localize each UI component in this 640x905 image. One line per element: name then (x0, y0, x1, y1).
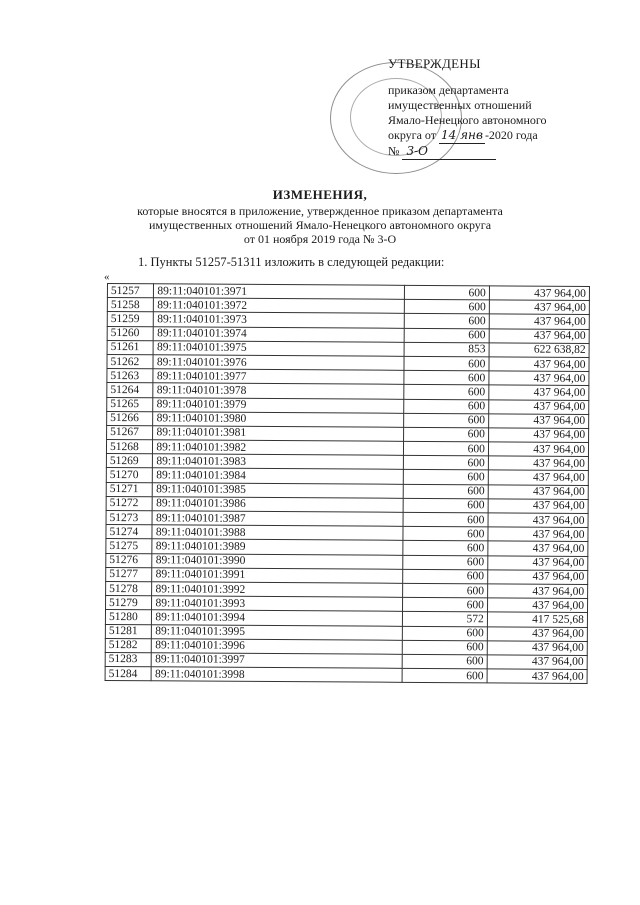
cadastral-number-cell: 89:11:040101:3992 (152, 582, 403, 598)
row-number-cell: 51265 (107, 397, 154, 411)
cadastral-number-cell: 89:11:040101:3983 (153, 454, 404, 470)
cadastral-value-cell: 437 964,00 (488, 470, 588, 485)
cadastral-value-cell: 437 964,00 (489, 371, 589, 386)
row-number-cell: 51258 (107, 298, 154, 312)
cadastral-value-cell: 437 964,00 (488, 442, 588, 457)
cadastral-value-cell: 437 964,00 (489, 399, 589, 414)
cadastral-value-cell: 437 964,00 (487, 655, 587, 670)
row-number-cell: 51261 (107, 340, 154, 354)
document-subtitle (90, 204, 550, 246)
approval-line-2: имущественных отношений (388, 98, 532, 112)
approval-date-prefix: округа от (388, 128, 437, 142)
area-cell: 600 (405, 285, 490, 300)
row-number-cell: 51276 (106, 553, 153, 567)
cadastral-value-cell: 437 964,00 (488, 570, 588, 585)
cadastral-number-cell: 89:11:040101:3993 (152, 596, 403, 612)
cadastral-number-cell: 89:11:040101:3997 (152, 653, 403, 669)
cadastral-value-cell: 437 964,00 (488, 527, 588, 542)
area-cell: 600 (402, 654, 487, 669)
cadastral-number-cell: 89:11:040101:3973 (154, 312, 405, 328)
cadastral-value-cell: 437 964,00 (488, 499, 588, 514)
area-cell: 600 (403, 484, 488, 499)
area-cell: 600 (404, 356, 489, 371)
row-number-cell: 51282 (105, 638, 152, 652)
row-number-cell: 51281 (105, 624, 152, 638)
cadastral-value-cell: 622 638,82 (489, 343, 589, 358)
approval-line-1: приказом департамента (388, 83, 509, 97)
area-cell: 853 (404, 342, 489, 357)
cadastral-value-cell: 437 964,00 (487, 641, 587, 656)
cadastral-value-cell: 437 964,00 (487, 584, 587, 599)
area-cell: 600 (404, 370, 489, 385)
row-number-cell: 51257 (107, 284, 154, 298)
cadastral-value-cell: 437 964,00 (488, 428, 588, 443)
document-title: ИЗМЕНЕНИЯ, (272, 187, 368, 202)
area-cell: 600 (403, 541, 488, 556)
row-number-cell: 51275 (106, 539, 153, 553)
cadastral-number-cell: 89:11:040101:3976 (153, 355, 404, 371)
row-number-cell: 51283 (105, 652, 152, 666)
cadastral-number-cell: 89:11:040101:3974 (154, 326, 405, 342)
cadastral-number-cell: 89:11:040101:3975 (154, 341, 405, 357)
row-number-cell: 51284 (105, 667, 152, 681)
cadastral-number-cell: 89:11:040101:3994 (152, 610, 403, 626)
cadastral-number-cell: 89:11:040101:3988 (152, 525, 403, 541)
row-number-cell: 51269 (106, 454, 153, 468)
parcels-table (105, 283, 590, 684)
cadastral-number-cell: 89:11:040101:3979 (153, 397, 404, 413)
cadastral-number-cell: 89:11:040101:3985 (153, 482, 404, 498)
cadastral-number-cell: 89:11:040101:3977 (153, 369, 404, 385)
row-number-cell: 51264 (107, 383, 154, 397)
approval-block (388, 56, 547, 160)
row-number-cell: 51263 (107, 369, 154, 383)
area-cell: 600 (404, 385, 489, 400)
cadastral-value-cell: 437 964,00 (487, 626, 587, 641)
row-number-cell: 51271 (106, 482, 153, 496)
cadastral-value-cell: 437 964,00 (488, 456, 588, 471)
approval-number-handwritten: 3-О (402, 144, 496, 160)
cadastral-number-cell: 89:11:040101:3995 (152, 624, 403, 640)
cadastral-number-cell: 89:11:040101:3978 (153, 383, 404, 399)
row-number-cell: 51259 (107, 312, 154, 326)
cadastral-value-cell: 437 964,00 (489, 286, 589, 301)
cadastral-value-cell: 417 525,68 (487, 612, 587, 627)
cadastral-value-cell: 437 964,00 (489, 328, 589, 343)
row-number-cell: 51270 (106, 468, 153, 482)
area-cell: 600 (404, 456, 489, 471)
area-cell: 600 (404, 427, 489, 442)
area-cell: 600 (404, 314, 489, 329)
cadastral-number-cell: 89:11:040101:3980 (153, 411, 404, 427)
row-number-cell: 51277 (106, 567, 153, 581)
cadastral-value-cell: 437 964,00 (488, 414, 588, 429)
cadastral-value-cell: 437 964,00 (489, 385, 589, 400)
row-number-cell: 51266 (107, 411, 154, 425)
item-1-text: 1. Пункты 51257-51311 изложить в следующей редакции: (138, 255, 445, 269)
area-cell: 600 (403, 569, 488, 584)
table-row (105, 667, 587, 684)
approval-number-sign: № (388, 144, 400, 158)
cadastral-number-cell: 89:11:040101:3971 (154, 284, 405, 300)
cadastral-number-cell: 89:11:040101:3982 (153, 440, 404, 456)
area-cell: 572 (403, 612, 488, 627)
opening-quote-mark: « (104, 271, 110, 283)
area-cell: 600 (404, 399, 489, 414)
cadastral-number-cell: 89:11:040101:3990 (152, 553, 403, 569)
approval-number-line (388, 144, 547, 160)
cadastral-number-cell: 89:11:040101:3991 (152, 568, 403, 584)
row-number-cell: 51273 (106, 510, 153, 524)
area-cell: 600 (403, 555, 488, 570)
row-number-cell: 51268 (106, 440, 153, 454)
cadastral-number-cell: 89:11:040101:3989 (152, 539, 403, 555)
area-cell: 600 (403, 597, 488, 612)
cadastral-value-cell: 437 964,00 (489, 314, 589, 329)
subtitle-line-3: от 01 ноября 2019 года № 3-О (243, 232, 397, 246)
area-cell: 600 (405, 300, 490, 315)
area-cell: 600 (403, 583, 488, 598)
area-cell: 600 (404, 413, 489, 428)
subtitle-line-1: которые вносятся в приложение, утвержденное приказом департамента (137, 204, 503, 218)
approval-line-3: Ямало-Ненецкого автономного (388, 113, 547, 127)
row-number-cell: 51278 (106, 581, 153, 595)
area-cell: 600 (403, 626, 488, 641)
cadastral-value-cell: 437 964,00 (489, 300, 589, 315)
row-number-cell: 51272 (106, 496, 153, 510)
area-cell: 600 (402, 668, 487, 683)
cadastral-value-cell: 437 964,00 (488, 541, 588, 556)
cadastral-number-cell: 89:11:040101:3981 (153, 426, 404, 442)
cadastral-value-cell: 437 964,00 (487, 598, 587, 613)
row-number-cell: 51260 (107, 326, 154, 340)
area-cell: 600 (404, 441, 489, 456)
approval-line-4 (388, 128, 547, 144)
row-number-cell: 51279 (106, 596, 153, 610)
row-number-cell: 51274 (106, 525, 153, 539)
cadastral-value-cell: 437 964,00 (487, 669, 587, 684)
subtitle-line-2: имущественных отношений Ямало-Ненецкого автономного округа (148, 218, 492, 232)
row-number-cell: 51262 (107, 354, 154, 368)
row-number-cell: 51267 (107, 425, 154, 439)
area-cell: 600 (402, 640, 487, 655)
area-cell: 600 (403, 512, 488, 527)
approval-date-handwritten: 14 янв (441, 128, 483, 142)
cadastral-value-cell: 437 964,00 (488, 484, 588, 499)
cadastral-number-cell: 89:11:040101:3972 (154, 298, 405, 314)
approval-title: УТВЕРЖДЕНЫ (388, 56, 481, 71)
approval-date-suffix: -2020 года (484, 128, 538, 142)
area-cell: 600 (404, 470, 489, 485)
cadastral-number-cell: 89:11:040101:3998 (152, 667, 403, 683)
cadastral-number-cell: 89:11:040101:3987 (152, 511, 403, 527)
area-cell: 600 (404, 328, 489, 343)
area-cell: 600 (403, 527, 488, 542)
cadastral-number-cell: 89:11:040101:3996 (152, 638, 403, 654)
area-cell: 600 (403, 498, 488, 513)
cadastral-value-cell: 437 964,00 (488, 513, 588, 528)
cadastral-number-cell: 89:11:040101:3986 (153, 497, 404, 513)
row-number-cell: 51280 (105, 610, 152, 624)
cadastral-value-cell: 437 964,00 (488, 555, 588, 570)
cadastral-number-cell: 89:11:040101:3984 (153, 468, 404, 484)
cadastral-value-cell: 437 964,00 (489, 357, 589, 372)
